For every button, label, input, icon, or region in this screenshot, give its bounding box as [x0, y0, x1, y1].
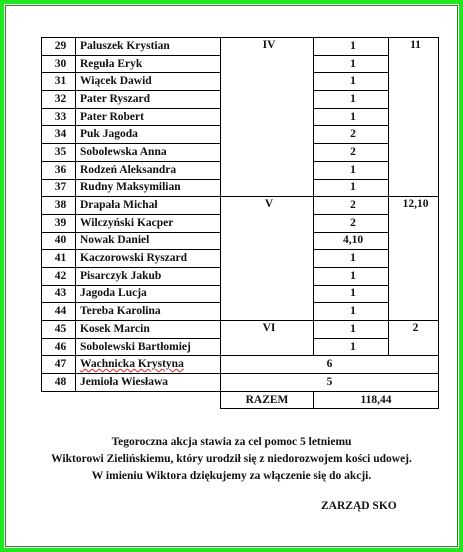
signature: ZARZĄD SKO [321, 500, 397, 512]
row-number: 38 [42, 197, 76, 215]
quantity-cell: 1 [314, 250, 389, 268]
quantity-cell: 1 [314, 38, 389, 56]
quantity-cell: 1 [314, 91, 389, 109]
row-number: 39 [42, 214, 76, 232]
quantity-cell: 1 [314, 161, 389, 179]
quantity-cell: 2 [314, 144, 389, 162]
student-name: Drapała Michał [76, 197, 221, 215]
quantity-cell: 1 [314, 267, 389, 285]
quantity-cell: 2 [314, 214, 389, 232]
student-name: Kaczorowski Ryszard [76, 250, 221, 268]
row-number: 34 [42, 126, 76, 144]
row-number: 32 [42, 91, 76, 109]
row-number: 36 [42, 161, 76, 179]
quantity-cell: 5 [221, 374, 439, 392]
quantity-cell: 1 [314, 108, 389, 126]
table-row [42, 197, 439, 215]
message-line-2: Wiktorowi Zielińskiemu, który urodził się z niedorozwojem kości udowej. [51, 453, 412, 465]
total-label: RAZEM [221, 391, 314, 409]
donation-table [41, 37, 439, 409]
student-name [76, 356, 221, 374]
student-name: Sobolewski Bartłomiej [76, 338, 221, 356]
row-number: 31 [42, 73, 76, 91]
message-line-3: W imieniu Wiktora dziękujemy za włączenie się do akcji. [91, 470, 372, 482]
class-cell: VI [221, 321, 314, 356]
student-name: Jemioła Wiesława [76, 374, 221, 392]
quantity-cell: 1 [314, 285, 389, 303]
total-value: 118,44 [314, 391, 439, 409]
student-name: Jagoda Lucja [76, 285, 221, 303]
table-row [42, 374, 439, 392]
class-cell: IV [221, 38, 314, 197]
row-number: 43 [42, 285, 76, 303]
table-row [42, 321, 439, 339]
student-name: Sobolewska Anna [76, 144, 221, 162]
student-name: Pater Robert [76, 108, 221, 126]
student-name: Nowak Daniel [76, 232, 221, 250]
total-row [42, 391, 439, 409]
row-number: 48 [42, 374, 76, 392]
quantity-cell: 2 [314, 126, 389, 144]
row-number: 45 [42, 321, 76, 339]
quantity-cell: 1 [314, 179, 389, 197]
row-number: 37 [42, 179, 76, 197]
student-name: Wiącek Dawid [76, 73, 221, 91]
row-number: 29 [42, 38, 76, 56]
student-name-text: Wachnicka Krystyna [80, 358, 184, 371]
table-row [42, 356, 439, 374]
student-name: Pisarczyk Jakub [76, 267, 221, 285]
quantity-cell: 2 [314, 197, 389, 215]
empty-cell [42, 391, 76, 409]
quantity-cell: 1 [314, 303, 389, 321]
class-sum-cell: 12,10 [389, 197, 439, 321]
student-name: Reguła Eryk [76, 55, 221, 73]
table-row [42, 38, 439, 56]
class-sum-cell: 11 [389, 38, 439, 197]
quantity-cell: 1 [314, 73, 389, 91]
quantity-cell: 4,10 [314, 232, 389, 250]
row-number: 46 [42, 338, 76, 356]
student-name: Puk Jagoda [76, 126, 221, 144]
student-name: Paluszek Krystian [76, 38, 221, 56]
quantity-cell: 1 [314, 321, 389, 339]
message-line-1: Tegoroczna akcja stawia za cel pomoc 5 letniemu [111, 436, 352, 448]
student-name: Kosek Marcin [76, 321, 221, 339]
row-number: 44 [42, 303, 76, 321]
quantity-cell: 1 [314, 338, 389, 356]
student-name: Wilczyński Kacper [76, 214, 221, 232]
student-name: Rodzeń Aleksandra [76, 161, 221, 179]
row-number: 33 [42, 108, 76, 126]
class-sum-cell: 2 [389, 321, 439, 356]
row-number: 41 [42, 250, 76, 268]
row-number: 42 [42, 267, 76, 285]
quantity-cell: 1 [314, 55, 389, 73]
row-number: 40 [42, 232, 76, 250]
class-cell: V [221, 197, 314, 321]
student-name: Tereba Karolina [76, 303, 221, 321]
student-name: Pater Ryszard [76, 91, 221, 109]
row-number: 30 [42, 55, 76, 73]
row-number: 47 [42, 356, 76, 374]
row-number: 35 [42, 144, 76, 162]
quantity-cell: 6 [221, 356, 439, 374]
empty-cell [76, 391, 221, 409]
student-name: Rudny Maksymilian [76, 179, 221, 197]
